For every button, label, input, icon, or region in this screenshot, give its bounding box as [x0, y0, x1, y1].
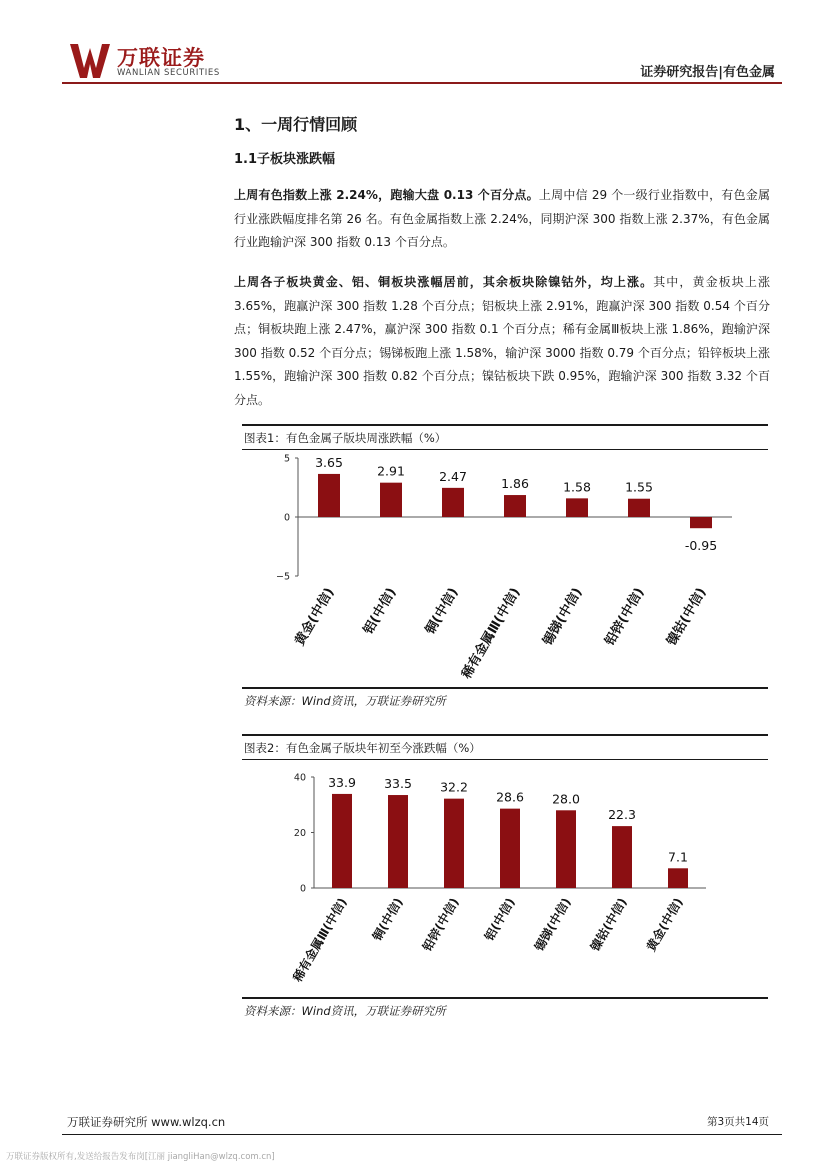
category-label: 铜(中信)	[423, 585, 462, 638]
bar-value-label: 1.55	[625, 479, 653, 495]
figure1-bar-chart	[242, 450, 768, 686]
logo-english-name: WANLIAN SECURITIES	[117, 68, 220, 78]
bar	[628, 499, 650, 517]
bar-value-label: 32.2	[440, 779, 468, 795]
bar-value-label: 7.1	[668, 849, 688, 865]
y-tick-label: 40	[293, 772, 306, 784]
bar	[556, 810, 576, 888]
category-label: 黄金(中信)	[643, 895, 686, 954]
bar-value-label: 2.91	[377, 463, 405, 479]
report-category: 证券研究报告|有色金属	[640, 65, 775, 80]
category-label: 铝(中信)	[361, 585, 400, 638]
bar-value-label: 28.0	[552, 791, 580, 807]
paragraph-weekly-index	[234, 184, 770, 255]
logo-chinese-name: 万联证券	[117, 46, 205, 70]
copyright-watermark: 万联证券版权所有,发送给报告发布岗[江丽 jiangliHan@wlzq.com.cn]	[6, 1152, 275, 1162]
bar	[566, 498, 588, 517]
category-label: 镍钴(中信)	[664, 585, 710, 649]
category-label: 锡锑(中信)	[540, 585, 586, 649]
bar-value-label: 1.58	[563, 479, 591, 495]
figure1-top-rule	[242, 424, 768, 426]
bar	[332, 794, 352, 888]
section-heading: 1、一周行情回顾	[234, 115, 358, 134]
category-label: 稀有金属Ⅲ(中信)	[290, 895, 350, 985]
figure1-source: 资料来源：Wind资讯，万联证券研究所	[244, 694, 446, 708]
bar	[318, 474, 340, 517]
subsection-heading: 1.1子板块涨跌幅	[234, 152, 336, 167]
y-tick-label: 20	[293, 828, 306, 839]
paragraph-subsector	[234, 271, 770, 412]
y-tick-label: −5	[275, 571, 290, 583]
wanlian-logo-icon	[70, 44, 110, 78]
bar	[612, 826, 632, 888]
bar-value-label: 3.65	[315, 454, 343, 470]
bar-value-label: -0.95	[684, 538, 718, 554]
y-tick-label: 5	[283, 453, 290, 465]
y-tick-label: 0	[283, 512, 290, 524]
paragraph-body: 其中，黄金板块上涨 3.65%，跑赢沪深 300 指数 1.28 个百分点；铝板块上涨 2.91%，跑赢沪深 300 指数 0.54 个百分点；铜板块跑上涨 2.47%，赢沪深 300 指数 0.1 个百分点；稀有金属Ⅲ板块上涨 1.86%，跑输沪深 300 指数 0.52 个百分点；锡锑板跑上涨 1.58%，输沪深 3000 指数 0.79 个百分点；铅锌板块上涨 1.55%，跑输沪深 300 指数 0.82 个百分点；镍钴板块下跌 0.95%，跑输沪深 300 指数 3.32 个百分点。	[234, 275, 770, 407]
paragraph-lead: 上周有色指数上涨 2.24%，跑输大盘 0.13 个百分点。	[234, 188, 539, 202]
bar-value-label: 33.5	[384, 776, 412, 792]
bar	[504, 495, 526, 517]
header-divider	[62, 82, 782, 84]
bar	[442, 488, 464, 517]
category-label: 镍钴(中信)	[587, 895, 630, 954]
category-label: 铅锌(中信)	[419, 895, 462, 954]
figure2-source: 资料来源：Wind资讯，万联证券研究所	[244, 1004, 446, 1018]
category-label: 铜(中信)	[369, 895, 406, 944]
y-tick-label: 0	[299, 883, 306, 895]
bar-value-label: 2.47	[439, 468, 467, 484]
page-number: 第3页共14页	[706, 1116, 769, 1128]
footer-divider	[62, 1134, 782, 1135]
figure2-bottom-rule	[242, 997, 768, 999]
bar	[388, 795, 408, 888]
figure2-title: 图表2：有色金属子版块年初至今涨跌幅（%）	[244, 741, 481, 755]
figure2-top-rule	[242, 734, 768, 736]
category-label: 稀有金属Ⅲ(中信)	[459, 585, 524, 682]
category-label: 黄金(中信)	[292, 585, 338, 649]
figure2-bar-chart	[242, 760, 768, 996]
bar-value-label: 1.86	[501, 476, 529, 492]
bar	[668, 868, 688, 888]
bar	[444, 799, 464, 888]
bar-value-label: 33.9	[328, 774, 356, 790]
bar	[500, 809, 520, 888]
category-label: 锡锑(中信)	[531, 895, 574, 954]
footer-institute: 万联证券研究所 www.wlzq.cn	[67, 1115, 226, 1129]
figure1-title: 图表1：有色金属子版块周涨跌幅（%）	[244, 431, 447, 445]
figure1-bottom-rule	[242, 687, 768, 689]
bar	[690, 517, 712, 528]
bar-value-label: 28.6	[496, 789, 524, 805]
category-label: 铝(中信)	[481, 895, 518, 944]
bar	[380, 483, 402, 517]
bar-value-label: 22.3	[608, 807, 636, 823]
paragraph-lead: 上周各子板块黄金、铝、铜板块涨幅居前，其余板块除镍钴外，均上涨。	[234, 275, 654, 289]
paragraph-body: 上周中信 29 个一级行业指数中，有色金属行业涨跌幅度排名第 26 名。有色金属指数上涨 2.24%，同期沪深 300 指数上涨 2.37%，有色金属行业跑输沪深 300 指数 0.13 个百分点。	[234, 188, 770, 249]
category-label: 铅锌(中信)	[602, 585, 648, 649]
